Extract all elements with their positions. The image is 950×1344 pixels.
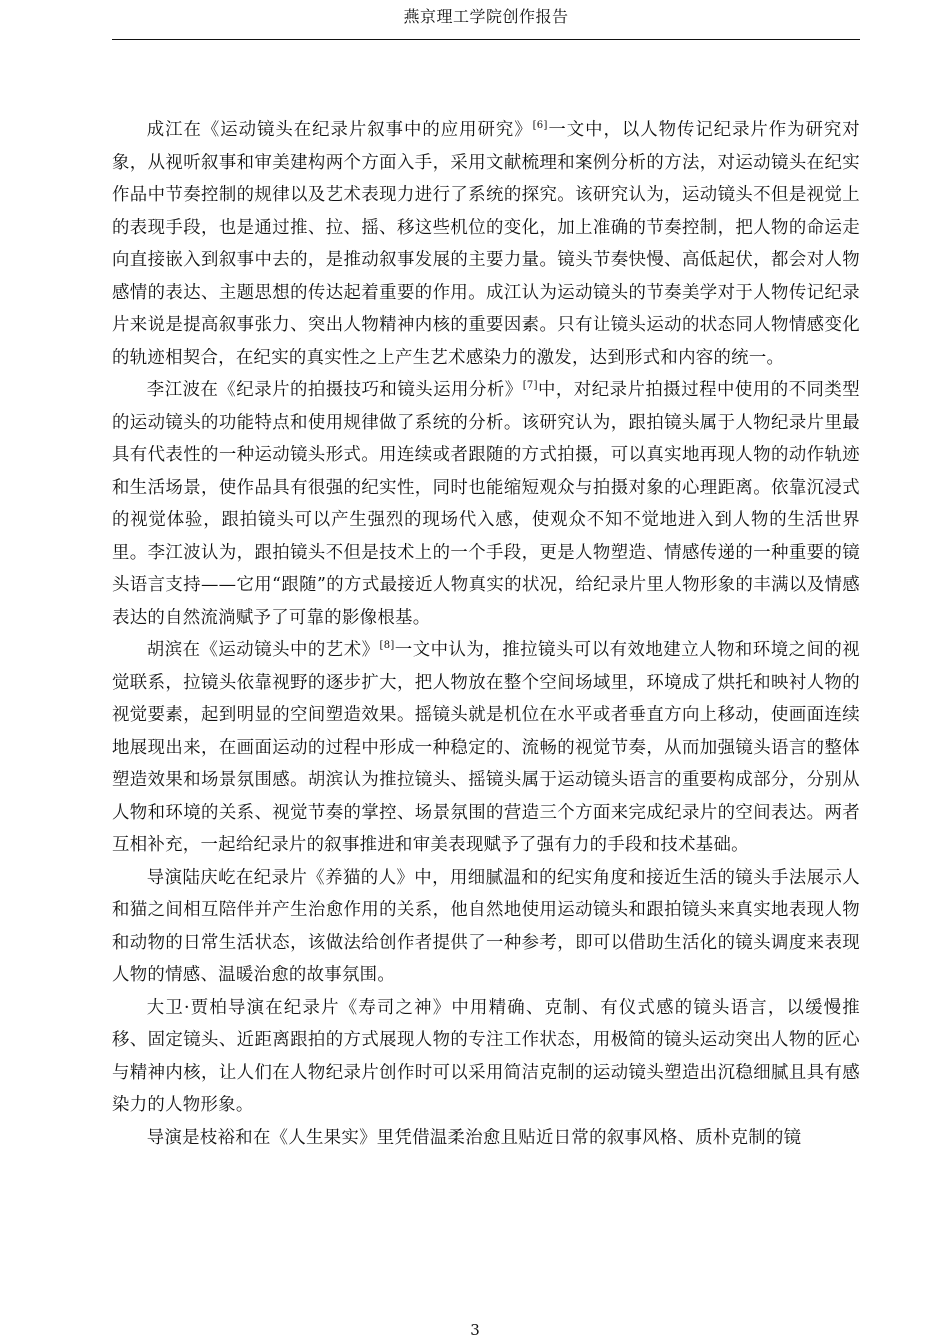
paragraph-text: 胡滨在《运动镜头中的艺术》 xyxy=(146,640,380,660)
paragraph-david-gelb xyxy=(112,992,860,1122)
page-footer xyxy=(0,1320,950,1340)
header-title: 燕京理工学院创作报告 xyxy=(403,7,569,26)
paragraph-text: 李江波在《纪录片的拍摄技巧和镜头运用分析》 xyxy=(146,380,523,400)
citation-ref: [6] xyxy=(532,120,548,132)
header-divider xyxy=(112,39,860,40)
page-number: 3 xyxy=(470,1321,480,1339)
paragraph-text: 中，对纪录片拍摄过程中使用的不同类型的运动镜头的功能特点和使用规律做了系统的分析。该研究认为，跟拍镜头属于人物纪录片里最具有代表性的一种运动镜头形式。用连续或者跟随的方式拍摄，可以真实地再现人物的动作轨迹和生活场景，使作品具有很强的纪实性，同时也能缩短观众与拍摄对象的心理距离。依靠沉浸式的视觉体验，跟拍镜头可以产生强烈的现场代入感，使观众不知不觉地进入到人物的生活世界里。李江波认为，跟拍镜头不但是技术上的一个手段，更是人物塑造、情感传递的一种重要的镜头语言支持——它用“跟随”的方式最接近人物真实的状况，给纪录片里人物形象的丰满以及情感表达的自然流淌赋予了可靠的影像根基。 xyxy=(112,380,860,628)
paragraph-text: 大卫·贾柏导演在纪录片《寿司之神》中用精确、克制、有仪式感的镜头语言，以缓慢推移、固定镜头、近距离跟拍的方式展现人物的专注工作状态，用极简的镜头运动突出人物的匠心与精神内核，让人们在人物纪录片创作时可以采用简洁克制的运动镜头塑造出沉稳细腻且具有感染力的人物形象。 xyxy=(112,997,860,1115)
citation-ref: [8] xyxy=(379,640,395,652)
paragraph-text: 导演是枝裕和在《人生果实》里凭借温柔治愈且贴近日常的叙事风格、质朴克制的镜 xyxy=(146,1127,802,1148)
paragraph-text: 导演陆庆屹在纪录片《养猫的人》中，用细腻温和的纪实角度和接近生活的镜头手法展示人和猫之间相互陪伴并产生治愈作用的关系，他自然地使用运动镜头和跟拍镜头来真实地表现人物和动物的日常生活状态，该做法给创作者提供了一种参考，即可以借助生活化的镜头调度来表现人物的情感、温暖治愈的故事氛围。 xyxy=(112,867,860,985)
paragraph-luqingyi xyxy=(112,862,860,992)
paragraph-hubin xyxy=(112,634,860,862)
paragraph-text: 一文中，以人物传记纪录片作为研究对象，从视听叙事和审美建构两个方面入手，采用文献梳理和案例分析的方法，对运动镜头在纪实作品中节奏控制的规律以及艺术表现力进行了系统的探究。该研究认为，运动镜头不但是视觉上的表现手段，也是通过推、拉、摇、移这些机位的变化，加上准确的节奏控制，把人物的命运走向直接嵌入到叙事中去的，是推动叙事发展的主要力量。镜头节奏快慢、高低起伏，都会对人物感情的表达、主题思想的传达起着重要的作用。成江认为运动镜头的节奏美学对于人物传记纪录片来说是提高叙事张力、突出人物精神内核的重要因素。只有让镜头运动的状态同人物情感变化的轨迹相契合，在纪实的真实性之上产生艺术感染力的激发，达到形式和内容的统一。 xyxy=(112,120,860,368)
page-header xyxy=(112,6,860,40)
paragraph-koreeda xyxy=(112,1122,860,1155)
paragraph-text: 成江在《运动镜头在纪录片叙事中的应用研究》 xyxy=(146,120,533,140)
citation-ref: [7] xyxy=(522,380,538,392)
paragraph-chengjiang xyxy=(112,114,860,374)
paragraph-text: 一文中认为，推拉镜头可以有效地建立人物和环境之间的视觉联系，拉镜头依靠视野的逐步扩大，把人物放在整个空间场域里，环境成了烘托和映衬人物的视觉要素，起到明显的空间塑造效果。摇镜头就是机位在水平或者垂直方向上移动，使画面连续地展现出来，在画面运动的过程中形成一种稳定的、流畅的视觉节奏，从而加强镜头语言的整体塑造效果和场景氛围感。胡滨认为推拉镜头、摇镜头属于运动镜头语言的重要构成部分，分别从人物和环境的关系、视觉节奏的掌控、场景氛围的营造三个方面来完成纪录片的空间表达。两者互相补充，一起给纪录片的叙事推进和审美表现赋予了强有力的手段和技术基础。 xyxy=(112,640,861,855)
document-body xyxy=(112,114,860,1154)
paragraph-lijiangbo xyxy=(112,374,860,634)
